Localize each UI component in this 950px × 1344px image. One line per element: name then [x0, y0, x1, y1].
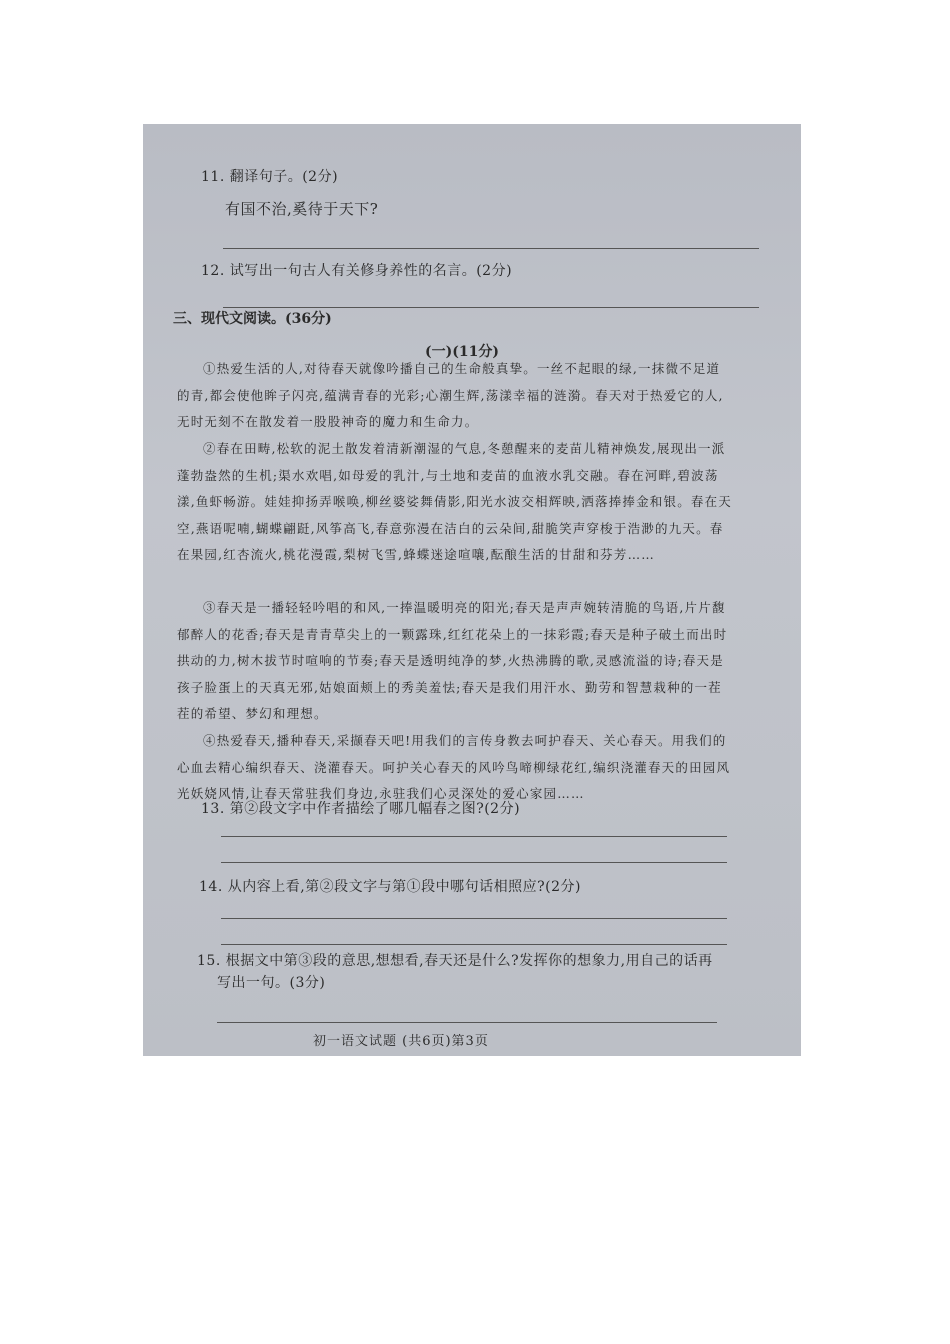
passage-paragraph-4: ④热爱春天,播种春天,采撷春天吧!用我们的言传身教去呵护春天、关心春天。用我们的心血去精心编织春天、浇灌春天。呵护关心春天的风吟鸟啼柳绿花红,编织浇灌春天的田园风光妖娆风情,让春天常驻我们身边,永驻我们心灵深处的爱心家园……: [177, 733, 731, 802]
q13-answer-line-2: [221, 862, 727, 863]
q14-answer-line-1: [221, 918, 727, 919]
page-footer: 初一语文试题 (共6页)第3页: [313, 1034, 489, 1049]
q11-answer-line: [223, 248, 759, 249]
q12-label: 12. 试写出一句古人有关修身养性的名言。(2分): [201, 263, 513, 279]
q15-label-line1: 15. 根据文中第③段的意思,想想看,春天还是什么?发挥你的想象力,用自己的话再: [197, 953, 713, 969]
q15-answer-line: [217, 1022, 717, 1023]
exam-page-photo: [143, 124, 801, 1056]
q14-label: 14. 从内容上看,第②段文字与第①段中哪句话相照应?(2分): [199, 879, 582, 895]
q11-sentence: 有国不治,奚待于天下?: [225, 200, 379, 218]
q11-label: 11. 翻译句子。(2分): [201, 169, 339, 185]
section3-title: 三、现代文阅读。(36分): [173, 311, 332, 327]
q13-answer-line-1: [221, 836, 727, 837]
passage-paragraph-3: ③春天是一播轻轻吟唱的和风,一捧温暖明亮的阳光;春天是声声婉转清脆的鸟语,片片馥郁醉人的花香;春天是青青草尖上的一颗露珠,红红花朵上的一抹彩霞;春天是种子破土而出时拱动的力,树木拔节时喧响的节奏;春天是透明纯净的梦,火热沸腾的歌,灵感流溢的诗;春天是孩子脸蛋上的天真无邪,姑娘面颊上的秀美羞怯;春天是我们用汗水、勤劳和智慧栽种的一茬茬的希望、梦幻和理想。: [177, 600, 728, 722]
q15-label-line2: 写出一句。(3分): [217, 975, 326, 991]
passage-paragraph-2: ②春在田畴,松软的泥土散发着清新潮湿的气息,冬憩醒来的麦苗儿精神焕发,展现出一派蓬勃盎然的生机;渠水欢唱,如母爱的乳汁,与土地和麦苗的血液水乳交融。春在河畔,碧波荡漾,鱼虾畅游。娃娃抑扬弄喉唤,柳丝婆娑舞倩影,阳光水波交相辉映,洒落捧捧金和银。春在天空,燕语呢喃,蝴蝶翩跹,风筝高飞,春意弥漫在洁白的云朵间,甜脆笑声穿梭于浩渺的九天。春在果园,红杏流火,桃花漫霞,梨树飞雪,蜂蝶迷途喧嚷,酝酿生活的甘甜和芬芳……: [177, 441, 732, 563]
q13-label: 13. 第②段文字中作者描绘了哪几幅春之图?(2分): [201, 801, 521, 817]
q14-answer-line-2: [221, 944, 727, 945]
part1-title: (一)(11分): [425, 344, 499, 360]
passage-paragraph-1: ①热爱生活的人,对待春天就像吟播自己的生命般真挚。一丝不起眼的绿,一抹微不足道的青,都会使他眸子闪亮,蕴满青春的光彩;心潮生辉,荡漾幸福的涟漪。春天对于热爱它的人,无时无刻不在散发着一股股神奇的魔力和生命力。: [177, 361, 724, 430]
